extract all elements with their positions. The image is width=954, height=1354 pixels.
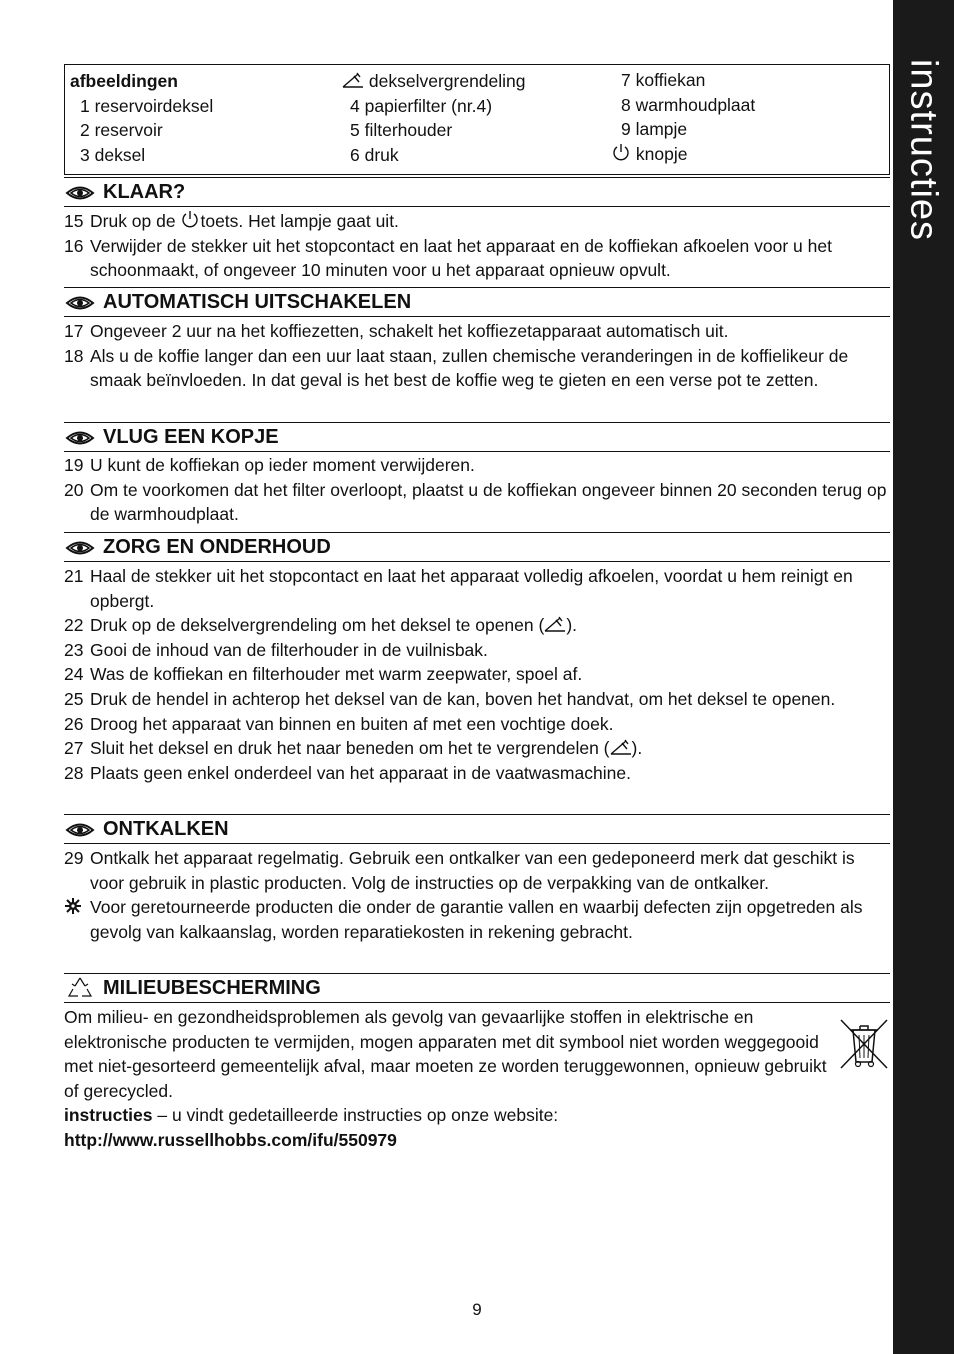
part-item: 7 koffiekan [621, 70, 706, 90]
list-item: 23 Gooi de inhoud van de filterhouder in de vuilnisbak. [64, 639, 488, 660]
eye-icon [65, 821, 95, 839]
parts-col-1 [70, 69, 213, 167]
section-body-vlug [64, 453, 890, 527]
section-header-ontkalken: ONTKALKEN [64, 814, 890, 844]
list-item: 16 Verwijder de stekker uit het stopcontact en laat het apparaat en de koffiekan afkoelen voor u het schoonmaakt, of ongeveer 10 minuten voor u het apparaat opnieuw opvult. [64, 235, 832, 281]
parts-box [64, 64, 890, 175]
parts-heading: afbeeldingen [70, 71, 178, 91]
side-tab-label: instructies [902, 58, 945, 242]
list-item: 27 Sluit het deksel en druk het naar beneden om het te vergrendelen ( ). [64, 738, 643, 759]
section-header-milieu: MILIEUBESCHERMING [64, 973, 890, 1003]
paragraph: Om milieu- en gezondheidsproblemen als gevolg van gevaarlijke stoffen in elektrische en elektronische producten te vermijden, mogen apparaten met dit symbool niet worden weggegooid met niet-gesorteerd gemeentelijk afval, maar moeten ze worden teruggewonnen, opnieuw gebruikt of gerecycled. [64, 1007, 827, 1101]
part-item: 9 lampje [621, 119, 688, 139]
paragraph: instructies – u vindt gedetailleerde instructies op onze website: [64, 1105, 559, 1126]
part-item: dekselvergrendeling [342, 69, 526, 94]
eye-icon [65, 539, 95, 557]
eye-icon [65, 294, 95, 312]
part-item: 5 filterhouder [350, 120, 453, 140]
section-header-auto: AUTOMATISCH UITSCHAKELEN [64, 287, 890, 317]
section-body-milieu [64, 1005, 834, 1153]
list-item: 19 U kunt de koffiekan op ieder moment verwijderen. [64, 455, 475, 475]
weee-bin-icon [838, 1016, 890, 1072]
list-item: 24 Was de koffiekan en filterhouder met warm zeepwater, spoel af. [64, 664, 583, 685]
part-item: 8 warmhoudplaat [621, 94, 756, 115]
parts-col-2 [342, 69, 526, 167]
section-body-auto [64, 319, 890, 393]
section-body-ontkalken [64, 846, 890, 944]
section-header-klaar: KLAAR? [64, 177, 890, 207]
list-item: 22 Druk op de dekselvergrendeling om het deksel te openen ( ). [64, 615, 578, 636]
part-item: 4 papierfilter (nr.4) [350, 95, 493, 116]
power-icon [611, 142, 631, 162]
list-item: 20 Om te voorkomen dat het filter overloopt, plaatst u de koffiekan ongeveer binnen 20 seconden terug op de warmhoudplaat. [64, 479, 887, 525]
list-item: 28 Plaats geen enkel onderdeel van het apparaat in de vaatwasmachine. [64, 762, 631, 783]
recycle-icon [65, 976, 95, 998]
section-header-vlug: VLUG EEN KOPJE [64, 422, 890, 452]
part-item: 6 druk [350, 144, 399, 165]
part-item: knopje [611, 142, 755, 167]
lid-lock-icon [342, 71, 364, 89]
section-header-zorg: ZORG EN ONDERHOUD [64, 532, 890, 562]
eye-icon [65, 184, 95, 202]
list-item: 17 Ongeveer 2 uur na het koffiezetten, schakelt het koffiezetapparaat automatisch uit. [64, 321, 729, 341]
section-body-klaar [64, 209, 890, 283]
lid-lock-icon [544, 615, 566, 633]
part-item: 1 reservoirdeksel [80, 95, 214, 116]
parts-col-3 [611, 68, 755, 166]
list-item: 26 Droog het apparaat van binnen en buiten af met een vochtige doek. [64, 713, 614, 734]
list-item: 21 Haal de stekker uit het stopcontact en laat het apparaat volledig afkoelen, voordat u hem reinigt en opbergt. [64, 566, 853, 611]
lid-lock-icon [610, 738, 632, 756]
part-item: 3 deksel [80, 144, 146, 165]
section-body-zorg [64, 564, 890, 785]
warning-star-icon [64, 897, 82, 915]
eye-icon [65, 429, 95, 447]
power-icon [180, 209, 200, 229]
list-item: 18 Als u de koffie langer dan een uur laat staan, zullen chemische veranderingen in de koffielikeur de smaak beïnvloeden. In dat geval is het best de koffie weg te gieten en een verse pot te zetten. [64, 345, 849, 391]
list-item: 29 Ontkalk het apparaat regelmatig. Gebruik een ontkalker van een gedeponeerd merk dat geschikt is voor gebruik in plastic producten. Volg de instructies op de verpakking van de ontkalker. [64, 848, 855, 893]
list-item: 15 Druk op de toets. Het lampje gaat uit. [64, 211, 399, 231]
warning-item: Voor geretourneerde producten die onder de garantie vallen en waarbij defecten zijn opgetreden als gevolg van kalkaanslag, worden reparatiekosten in rekening gebracht. [64, 895, 890, 944]
page-number: 9 [472, 1300, 482, 1319]
part-item: 2 reservoir [80, 120, 163, 140]
website-link[interactable]: http://www.russellhobbs.com/ifu/550979 [64, 1129, 397, 1150]
list-item: 25 Druk de hendel in achterop het deksel van de kan, boven het handvat, om het deksel te openen. [64, 688, 836, 709]
